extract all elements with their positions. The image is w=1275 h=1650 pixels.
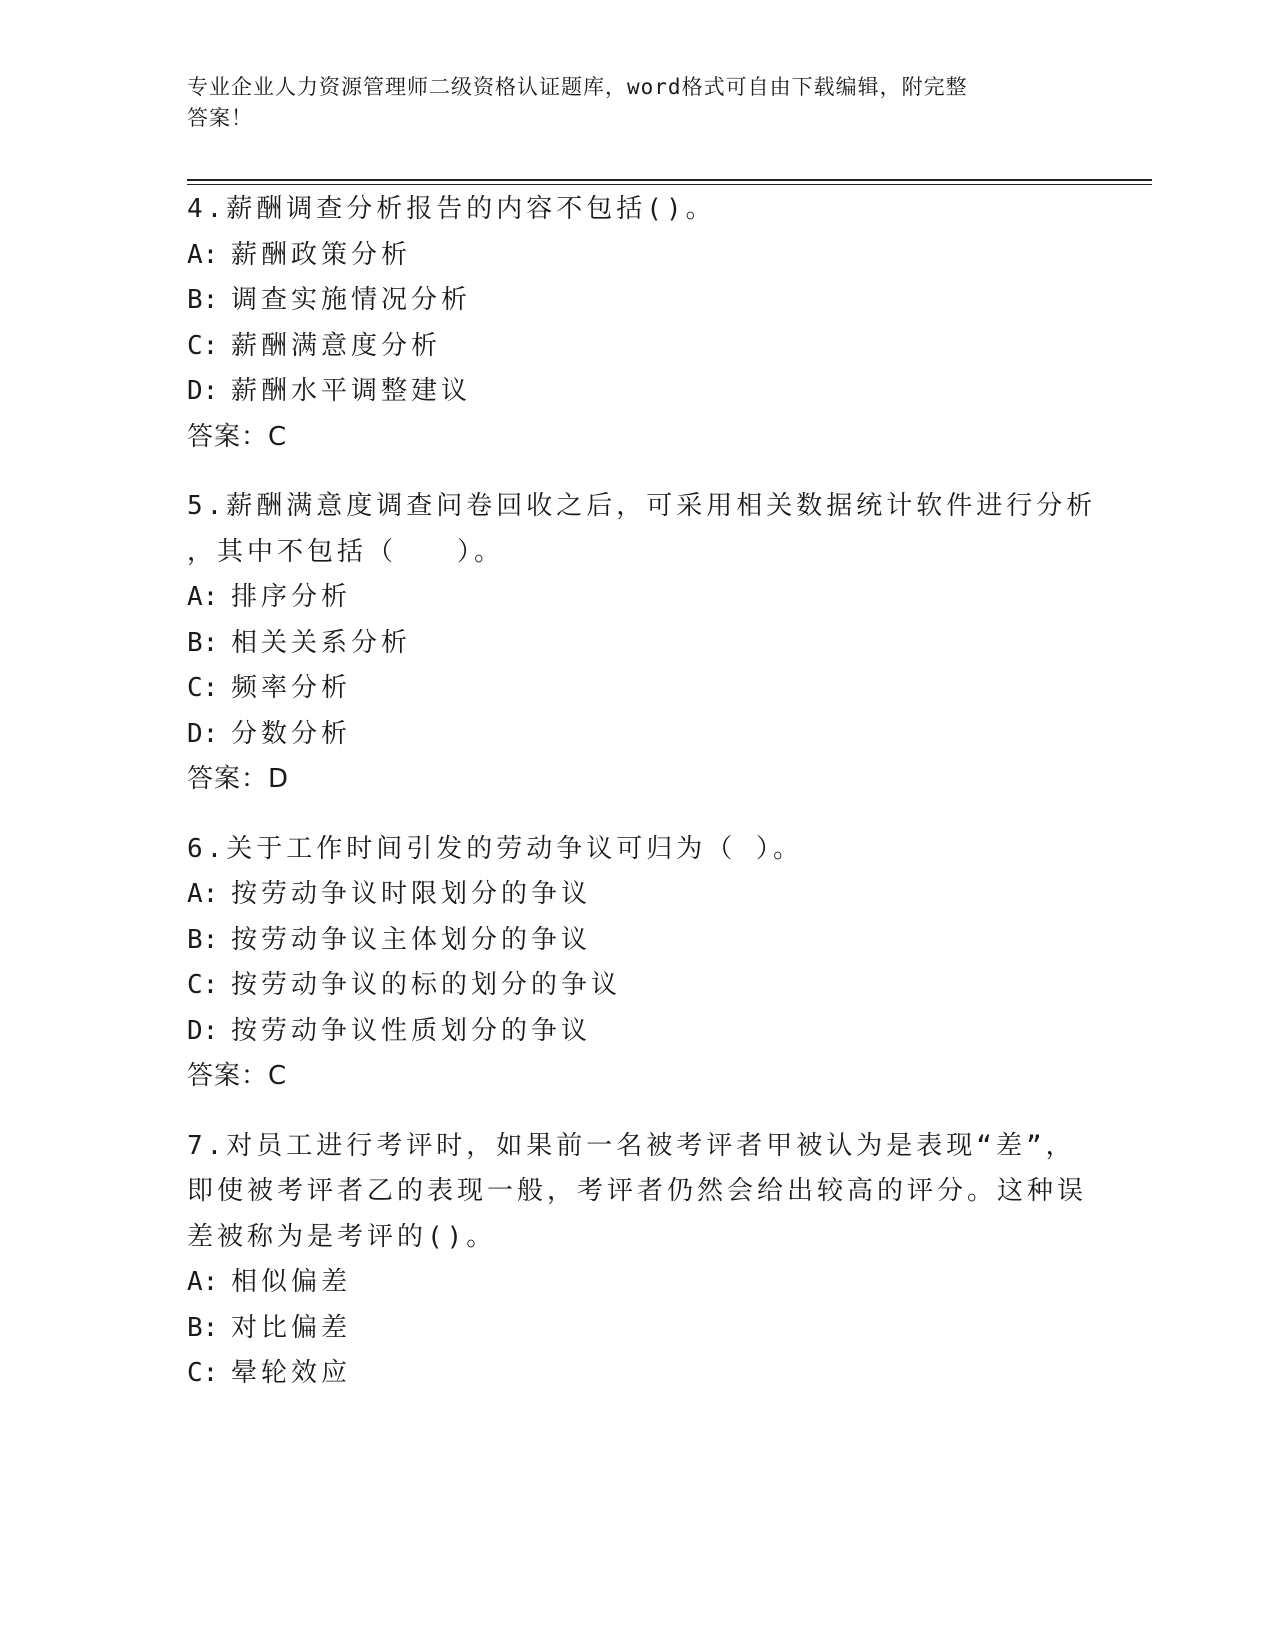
option-text: 排序分析 bbox=[231, 582, 352, 612]
option-label: C: bbox=[187, 673, 219, 703]
question-stem: ，其中不包括（ ）。 bbox=[187, 536, 505, 567]
option-label: A: bbox=[187, 239, 219, 270]
option-label: C: bbox=[187, 330, 219, 361]
header-rule-thick bbox=[187, 179, 1152, 181]
option-text: 分数分析 bbox=[231, 718, 352, 749]
option-label: B: bbox=[187, 285, 219, 315]
answer-option bbox=[187, 872, 1087, 918]
answer-option bbox=[187, 918, 1087, 964]
option-text: 按劳动争议的标的划分的争议 bbox=[231, 970, 622, 1000]
question-stem: 7.对员工进行考评时，如果前一名被考评者甲被认为是表现“差”， bbox=[187, 1130, 1076, 1161]
answer-option bbox=[187, 621, 1087, 667]
answer-option bbox=[187, 666, 1087, 712]
answer-key: 答案：D bbox=[187, 764, 290, 794]
option-label: C: bbox=[187, 970, 219, 1000]
answer-key: 答案：C bbox=[187, 421, 288, 452]
option-label: D: bbox=[187, 376, 219, 406]
question-stem: 6.关于工作时间引发的劳动争议可归为（ ）。 bbox=[187, 833, 803, 864]
option-label: C: bbox=[187, 1358, 219, 1388]
answer-option bbox=[187, 963, 1087, 1009]
answer-option bbox=[187, 575, 1087, 621]
answer-option bbox=[187, 324, 1087, 370]
option-text: 按劳动争议性质划分的争议 bbox=[231, 1015, 592, 1046]
answer-option bbox=[187, 369, 1087, 415]
option-text: 薪酬满意度分析 bbox=[231, 330, 442, 361]
option-label: D: bbox=[187, 1015, 219, 1046]
option-text: 按劳动争议主体划分的争议 bbox=[231, 924, 592, 955]
option-text: 晕轮效应 bbox=[231, 1358, 352, 1388]
option-text: 薪酬水平调整建议 bbox=[231, 376, 472, 406]
question-list bbox=[187, 187, 1097, 1421]
question-block bbox=[187, 827, 1087, 1100]
option-text: 频率分析 bbox=[231, 673, 352, 703]
header-line-2: 答案！ bbox=[187, 106, 253, 130]
option-label: B: bbox=[187, 924, 219, 955]
answer-option bbox=[187, 712, 1087, 758]
answer-option bbox=[187, 278, 1087, 324]
question-stem: 4.薪酬调查分析报告的内容不包括()。 bbox=[187, 194, 716, 224]
answer-option bbox=[187, 1306, 1087, 1352]
option-text: 调查实施情况分析 bbox=[231, 285, 472, 315]
question-stem: 差被称为是考评的()。 bbox=[187, 1221, 497, 1252]
question-block bbox=[187, 187, 1087, 460]
option-label: A: bbox=[187, 879, 219, 909]
answer-option bbox=[187, 1260, 1087, 1306]
option-label: B: bbox=[187, 1312, 219, 1343]
header-rule-thin bbox=[187, 184, 1152, 185]
option-text: 相关关系分析 bbox=[231, 627, 412, 658]
answer-option bbox=[187, 1351, 1087, 1397]
option-text: 相似偏差 bbox=[231, 1267, 352, 1297]
option-text: 按劳动争议时限划分的争议 bbox=[231, 879, 592, 909]
option-label: B: bbox=[187, 627, 219, 658]
question-stem: 5.薪酬满意度调查问卷回收之后，可采用相关数据统计软件进行分析 bbox=[187, 491, 1097, 521]
header-line-1: 专业企业人力资源管理师二级资格认证题库，word格式可自由下载编辑，附完整 bbox=[187, 75, 968, 99]
option-label: A: bbox=[187, 582, 219, 612]
option-text: 对比偏差 bbox=[231, 1312, 352, 1343]
option-label: A: bbox=[187, 1267, 219, 1297]
document-header bbox=[187, 72, 1067, 134]
answer-option bbox=[187, 1009, 1087, 1055]
option-text: 薪酬政策分析 bbox=[231, 239, 412, 270]
answer-key: 答案：C bbox=[187, 1061, 288, 1091]
question-block bbox=[187, 1124, 1087, 1397]
question-stem: 即使被考评者乙的表现一般，考评者仍然会给出较高的评分。这种误 bbox=[187, 1176, 1088, 1206]
option-label: D: bbox=[187, 718, 219, 749]
answer-option bbox=[187, 233, 1087, 279]
question-block bbox=[187, 484, 1097, 803]
